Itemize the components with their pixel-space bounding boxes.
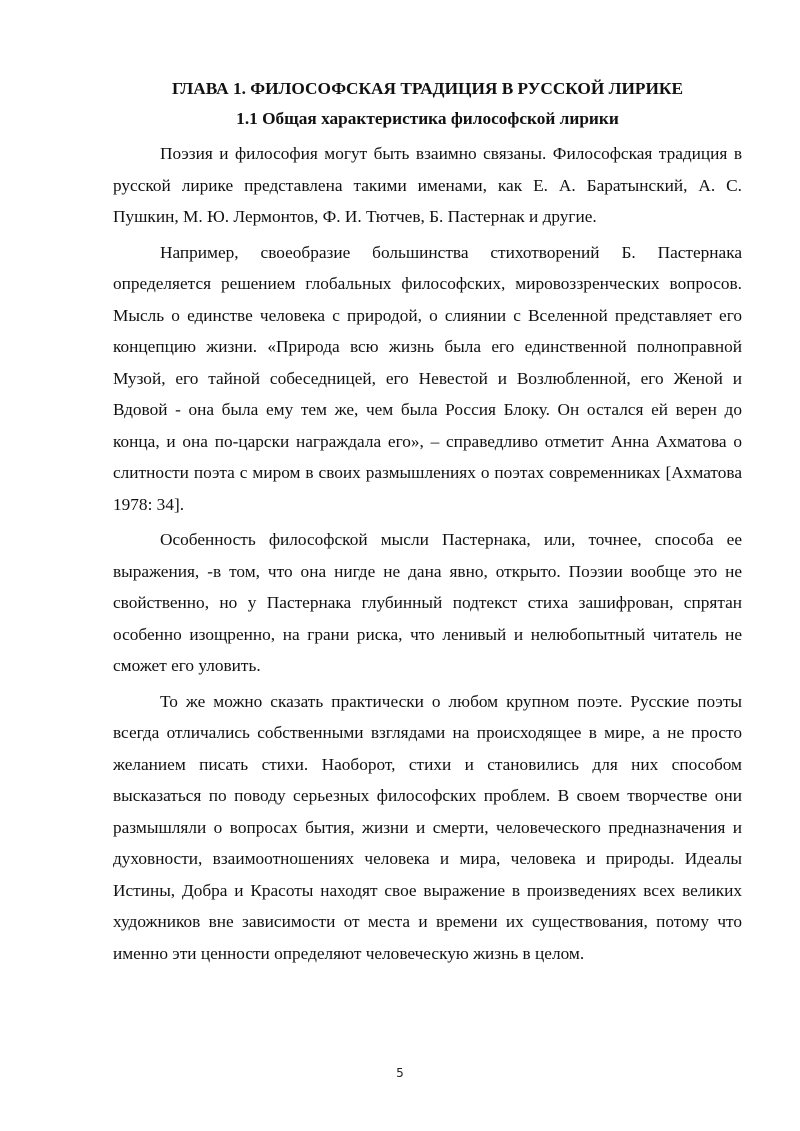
paragraph-1: Поэзия и философия могут быть взаимно связаны. Философская традиция в русской лирике представлена такими именами, как Е. А. Баратынский, А. С. Пушкин, М. Ю. Лермонтов, Ф. И. Тютчев, Б. Пастернак и другие.: [113, 144, 742, 226]
chapter-title: ГЛАВА 1. ФИЛОСОФСКАЯ ТРАДИЦИЯ В РУССКОЙ ЛИРИКЕ: [171, 79, 683, 98]
paragraph-4: То же можно сказать практически о любом крупном поэте. Русские поэты всегда отличались собственными взглядами на происходящее в мире, а не просто желанием писать стихи. Наоборот, стихи и становились для них способом высказаться по поводу серьезных философских проблем. В своем творчестве они размышляли о вопросах бытия, жизни и смерти, человеческого предназначения и духовности, взаимоотношениях человека и мира, человека и природы. Идеалы Истины, Добра и Красоты находят свое выражение в произведениях всех великих художников вне зависимости от места и времени их существования, потому что именно эти ценности определяют человеческую жизнь в целом.: [113, 691, 742, 963]
page-number: 5: [396, 1066, 404, 1080]
page-content: [113, 74, 742, 973]
paragraph-3: Особенность философской мысли Пастернака, или, точнее, способа ее выражения, -в том, что она нигде не дана явно, открыто. Поэзии вообще это не свойственно, но у Пастернака глубинный подтекст стиха зашифрован, спрятан особенно изощренно, на грани риска, что ленивый и нелюбопытный читатель не сможет его уловить.: [113, 530, 742, 675]
section-title: 1.1 Общая характеристика философской лирики: [236, 109, 619, 128]
paragraph-2: Например, своеобразие большинства стихотворений Б. Пастернака определяется решением глобальных философских, мировоззренческих вопросов. Мысль о единстве человека с природой, о слиянии с Вселенной представляет его концепцию жизни. «Природа всю жизнь была его единственной полноправной Музой, его тайной собеседницей, его Невестой и Возлюбленной, его Женой и Вдовой - она была ему тем же, чем была Россия Блоку. Он остался ей верен до конца, и она по-царски награждала его», – справедливо отметит Анна Ахматова о слитности поэта с миром в своих размышлениях о поэтах современниках [Ахматова 1978: 34].: [113, 242, 742, 514]
